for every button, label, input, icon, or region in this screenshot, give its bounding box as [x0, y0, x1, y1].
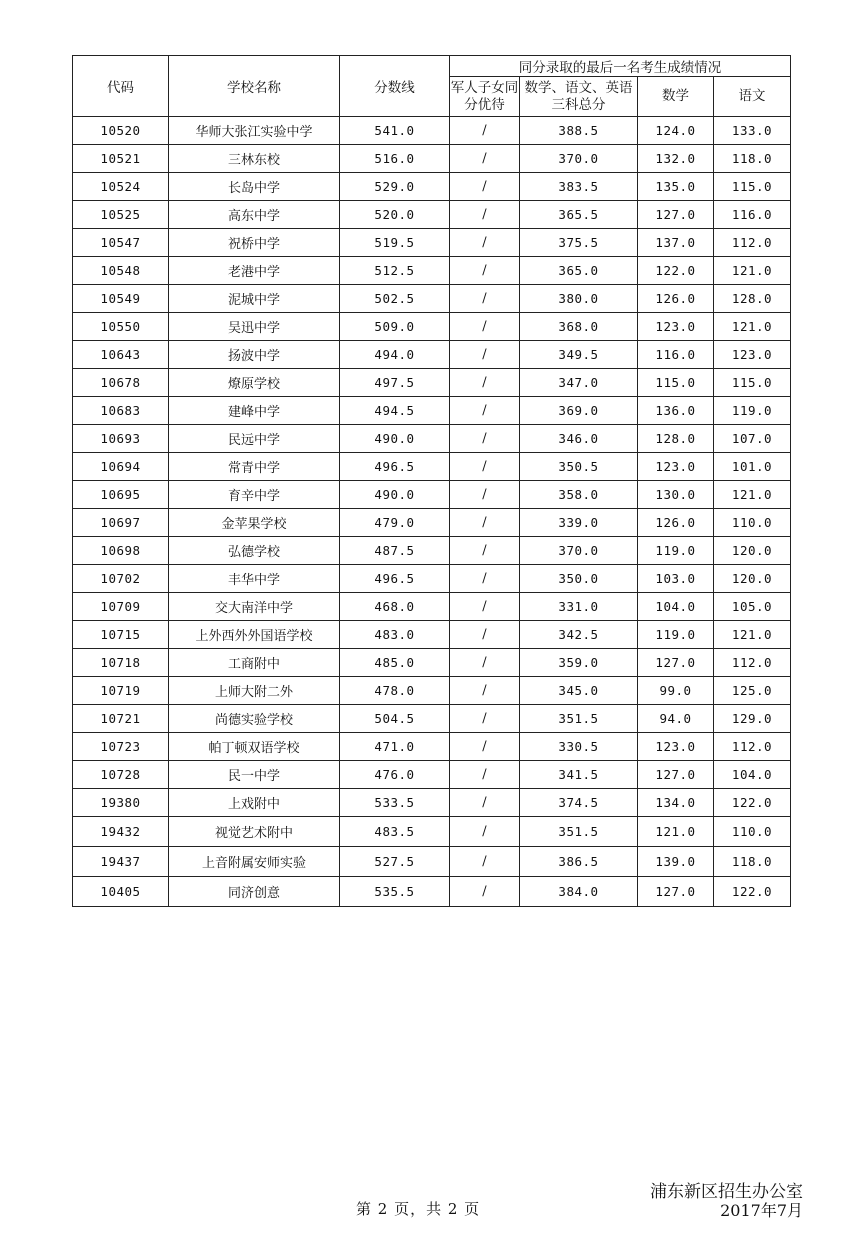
table-row	[73, 341, 791, 369]
cell-score-line: 527.5	[340, 847, 450, 877]
cell-code: 10548	[73, 257, 169, 285]
cell-chinese: 110.0	[714, 509, 791, 537]
cell-school-name: 丰华中学	[169, 565, 340, 593]
cell-score-line: 483.5	[340, 817, 450, 847]
table-row	[73, 313, 791, 341]
cell-score-line: 529.0	[340, 173, 450, 201]
cell-military-priority: /	[450, 313, 520, 341]
cell-military-priority: /	[450, 397, 520, 425]
cell-chinese: 122.0	[714, 789, 791, 817]
cell-code: 10643	[73, 341, 169, 369]
cell-math: 124.0	[638, 117, 714, 145]
cell-code: 10721	[73, 705, 169, 733]
cell-score-line: 504.5	[340, 705, 450, 733]
cell-chinese: 119.0	[714, 397, 791, 425]
cell-chinese: 101.0	[714, 453, 791, 481]
cell-military-priority: /	[450, 733, 520, 761]
cell-score-line: 496.5	[340, 453, 450, 481]
cell-score-line: 516.0	[340, 145, 450, 173]
cell-code: 10718	[73, 649, 169, 677]
cell-math: 130.0	[638, 481, 714, 509]
table-row	[73, 677, 791, 705]
cell-math: 99.0	[638, 677, 714, 705]
table-body	[73, 117, 791, 907]
cell-military-priority: /	[450, 257, 520, 285]
cell-chinese: 116.0	[714, 201, 791, 229]
cell-code: 19432	[73, 817, 169, 847]
cell-three-subject-total: 384.0	[520, 877, 638, 907]
table-row	[73, 705, 791, 733]
cell-military-priority: /	[450, 201, 520, 229]
cell-chinese: 129.0	[714, 705, 791, 733]
admission-score-table	[72, 55, 791, 907]
cell-three-subject-total: 339.0	[520, 509, 638, 537]
cell-score-line: 471.0	[340, 733, 450, 761]
cell-military-priority: /	[450, 789, 520, 817]
cell-chinese: 118.0	[714, 847, 791, 877]
cell-military-priority: /	[450, 847, 520, 877]
table-row	[73, 257, 791, 285]
table-row	[73, 621, 791, 649]
table-row	[73, 847, 791, 877]
table-row	[73, 509, 791, 537]
table-row	[73, 453, 791, 481]
cell-math: 126.0	[638, 285, 714, 313]
cell-score-line: 509.0	[340, 313, 450, 341]
cell-math: 137.0	[638, 229, 714, 257]
cell-three-subject-total: 331.0	[520, 593, 638, 621]
cell-score-line: 479.0	[340, 509, 450, 537]
cell-three-subject-total: 358.0	[520, 481, 638, 509]
table-row	[73, 733, 791, 761]
cell-school-name: 金苹果学校	[169, 509, 340, 537]
cell-school-name: 帕丁顿双语学校	[169, 733, 340, 761]
cell-three-subject-total: 380.0	[520, 285, 638, 313]
cell-code: 10719	[73, 677, 169, 705]
cell-military-priority: /	[450, 593, 520, 621]
cell-military-priority: /	[450, 621, 520, 649]
cell-military-priority: /	[450, 453, 520, 481]
table-row	[73, 369, 791, 397]
cell-math: 104.0	[638, 593, 714, 621]
table-row	[73, 593, 791, 621]
table-row	[73, 285, 791, 313]
cell-code: 10683	[73, 397, 169, 425]
cell-score-line: 502.5	[340, 285, 450, 313]
cell-school-name: 常青中学	[169, 453, 340, 481]
cell-three-subject-total: 375.5	[520, 229, 638, 257]
cell-math: 121.0	[638, 817, 714, 847]
cell-code: 10728	[73, 761, 169, 789]
cell-math: 127.0	[638, 649, 714, 677]
cell-code: 10715	[73, 621, 169, 649]
cell-three-subject-total: 350.0	[520, 565, 638, 593]
cell-score-line: 485.0	[340, 649, 450, 677]
cell-math: 132.0	[638, 145, 714, 173]
cell-code: 10702	[73, 565, 169, 593]
cell-math: 135.0	[638, 173, 714, 201]
cell-score-line: 468.0	[340, 593, 450, 621]
cell-chinese: 112.0	[714, 733, 791, 761]
cell-score-line: 490.0	[340, 425, 450, 453]
table-row	[73, 789, 791, 817]
cell-score-line: 490.0	[340, 481, 450, 509]
cell-three-subject-total: 370.0	[520, 537, 638, 565]
cell-military-priority: /	[450, 117, 520, 145]
cell-school-name: 上音附属安师实验	[169, 847, 340, 877]
header-military-priority: 军人子女同分优待	[450, 77, 520, 117]
cell-school-name: 长岛中学	[169, 173, 340, 201]
cell-three-subject-total: 383.5	[520, 173, 638, 201]
cell-score-line: 483.0	[340, 621, 450, 649]
cell-math: 139.0	[638, 847, 714, 877]
cell-school-name: 上师大附二外	[169, 677, 340, 705]
cell-score-line: 478.0	[340, 677, 450, 705]
table-row	[73, 201, 791, 229]
cell-code: 19437	[73, 847, 169, 877]
cell-math: 127.0	[638, 877, 714, 907]
cell-math: 115.0	[638, 369, 714, 397]
cell-code: 10709	[73, 593, 169, 621]
cell-school-name: 扬波中学	[169, 341, 340, 369]
cell-score-line: 496.5	[340, 565, 450, 593]
cell-military-priority: /	[450, 705, 520, 733]
cell-score-line: 494.0	[340, 341, 450, 369]
cell-school-name: 祝桥中学	[169, 229, 340, 257]
cell-three-subject-total: 342.5	[520, 621, 638, 649]
cell-score-line: 497.5	[340, 369, 450, 397]
cell-math: 103.0	[638, 565, 714, 593]
cell-three-subject-total: 351.5	[520, 705, 638, 733]
cell-math: 134.0	[638, 789, 714, 817]
cell-military-priority: /	[450, 341, 520, 369]
cell-math: 123.0	[638, 733, 714, 761]
cell-chinese: 121.0	[714, 621, 791, 649]
cell-chinese: 125.0	[714, 677, 791, 705]
cell-school-name: 吴迅中学	[169, 313, 340, 341]
cell-chinese: 115.0	[714, 369, 791, 397]
cell-school-name: 视觉艺术附中	[169, 817, 340, 847]
cell-score-line: 476.0	[340, 761, 450, 789]
table-row	[73, 565, 791, 593]
issuing-office: 浦东新区招生办公室	[650, 1182, 803, 1202]
issue-date: 2017年7月	[720, 1201, 803, 1220]
cell-code: 10547	[73, 229, 169, 257]
header-last-admitted-group: 同分录取的最后一名考生成绩情况	[450, 56, 791, 77]
cell-school-name: 交大南洋中学	[169, 593, 340, 621]
cell-school-name: 建峰中学	[169, 397, 340, 425]
cell-code: 19380	[73, 789, 169, 817]
cell-chinese: 105.0	[714, 593, 791, 621]
cell-code: 10524	[73, 173, 169, 201]
table-row	[73, 397, 791, 425]
table-row	[73, 117, 791, 145]
cell-military-priority: /	[450, 481, 520, 509]
cell-school-name: 上戏附中	[169, 789, 340, 817]
cell-chinese: 112.0	[714, 649, 791, 677]
cell-chinese: 120.0	[714, 537, 791, 565]
cell-code: 10694	[73, 453, 169, 481]
cell-math: 119.0	[638, 537, 714, 565]
header-school-name: 学校名称	[169, 56, 340, 117]
cell-military-priority: /	[450, 229, 520, 257]
cell-code: 10697	[73, 509, 169, 537]
cell-chinese: 112.0	[714, 229, 791, 257]
table-row	[73, 145, 791, 173]
cell-chinese: 107.0	[714, 425, 791, 453]
cell-chinese: 118.0	[714, 145, 791, 173]
cell-code: 10520	[73, 117, 169, 145]
table-row	[73, 537, 791, 565]
cell-math: 127.0	[638, 761, 714, 789]
cell-military-priority: /	[450, 761, 520, 789]
cell-chinese: 123.0	[714, 341, 791, 369]
cell-three-subject-total: 351.5	[520, 817, 638, 847]
cell-military-priority: /	[450, 537, 520, 565]
table-row	[73, 649, 791, 677]
cell-military-priority: /	[450, 565, 520, 593]
cell-school-name: 高东中学	[169, 201, 340, 229]
cell-chinese: 110.0	[714, 817, 791, 847]
cell-chinese: 121.0	[714, 257, 791, 285]
cell-chinese: 104.0	[714, 761, 791, 789]
cell-math: 127.0	[638, 201, 714, 229]
cell-military-priority: /	[450, 677, 520, 705]
cell-military-priority: /	[450, 369, 520, 397]
cell-three-subject-total: 346.0	[520, 425, 638, 453]
cell-military-priority: /	[450, 817, 520, 847]
cell-math: 136.0	[638, 397, 714, 425]
cell-school-name: 民远中学	[169, 425, 340, 453]
cell-chinese: 121.0	[714, 481, 791, 509]
table-row	[73, 173, 791, 201]
table-row	[73, 425, 791, 453]
cell-three-subject-total: 369.0	[520, 397, 638, 425]
cell-code: 10698	[73, 537, 169, 565]
table-row	[73, 761, 791, 789]
cell-school-name: 三林东校	[169, 145, 340, 173]
cell-score-line: 494.5	[340, 397, 450, 425]
cell-school-name: 弘德学校	[169, 537, 340, 565]
cell-three-subject-total: 349.5	[520, 341, 638, 369]
table-row	[73, 229, 791, 257]
header-chinese: 语文	[714, 77, 791, 117]
cell-code: 10521	[73, 145, 169, 173]
cell-school-name: 泥城中学	[169, 285, 340, 313]
cell-school-name: 燎原学校	[169, 369, 340, 397]
cell-math: 126.0	[638, 509, 714, 537]
cell-three-subject-total: 388.5	[520, 117, 638, 145]
cell-code: 10550	[73, 313, 169, 341]
cell-three-subject-total: 330.5	[520, 733, 638, 761]
cell-code: 10723	[73, 733, 169, 761]
cell-score-line: 533.5	[340, 789, 450, 817]
header-three-subject-total: 数学、语文、英语三科总分	[520, 77, 638, 117]
cell-three-subject-total: 359.0	[520, 649, 638, 677]
cell-chinese: 115.0	[714, 173, 791, 201]
cell-military-priority: /	[450, 173, 520, 201]
cell-school-name: 老港中学	[169, 257, 340, 285]
header-score-line: 分数线	[340, 56, 450, 117]
cell-chinese: 121.0	[714, 313, 791, 341]
cell-military-priority: /	[450, 145, 520, 173]
cell-military-priority: /	[450, 425, 520, 453]
cell-school-name: 尚德实验学校	[169, 705, 340, 733]
cell-math: 128.0	[638, 425, 714, 453]
cell-school-name: 上外西外外国语学校	[169, 621, 340, 649]
cell-three-subject-total: 345.0	[520, 677, 638, 705]
cell-three-subject-total: 341.5	[520, 761, 638, 789]
cell-three-subject-total: 365.0	[520, 257, 638, 285]
cell-chinese: 133.0	[714, 117, 791, 145]
cell-math: 123.0	[638, 453, 714, 481]
cell-military-priority: /	[450, 509, 520, 537]
table-row	[73, 877, 791, 907]
cell-code: 10549	[73, 285, 169, 313]
cell-three-subject-total: 386.5	[520, 847, 638, 877]
cell-three-subject-total: 374.5	[520, 789, 638, 817]
cell-score-line: 520.0	[340, 201, 450, 229]
table-row	[73, 481, 791, 509]
cell-school-name: 同济创意	[169, 877, 340, 907]
cell-three-subject-total: 347.0	[520, 369, 638, 397]
cell-math: 119.0	[638, 621, 714, 649]
cell-school-name: 工商附中	[169, 649, 340, 677]
header-code: 代码	[73, 56, 169, 117]
cell-three-subject-total: 370.0	[520, 145, 638, 173]
cell-score-line: 541.0	[340, 117, 450, 145]
cell-math: 94.0	[638, 705, 714, 733]
cell-score-line: 512.5	[340, 257, 450, 285]
cell-chinese: 120.0	[714, 565, 791, 593]
cell-score-line: 535.5	[340, 877, 450, 907]
cell-three-subject-total: 365.5	[520, 201, 638, 229]
cell-code: 10405	[73, 877, 169, 907]
cell-math: 122.0	[638, 257, 714, 285]
cell-chinese: 122.0	[714, 877, 791, 907]
cell-math: 116.0	[638, 341, 714, 369]
cell-military-priority: /	[450, 877, 520, 907]
cell-score-line: 487.5	[340, 537, 450, 565]
cell-school-name: 华师大张江实验中学	[169, 117, 340, 145]
cell-code: 10525	[73, 201, 169, 229]
cell-code: 10695	[73, 481, 169, 509]
header-math: 数学	[638, 77, 714, 117]
cell-score-line: 519.5	[340, 229, 450, 257]
cell-school-name: 民一中学	[169, 761, 340, 789]
cell-code: 10693	[73, 425, 169, 453]
cell-school-name: 育辛中学	[169, 481, 340, 509]
cell-three-subject-total: 350.5	[520, 453, 638, 481]
cell-military-priority: /	[450, 285, 520, 313]
cell-military-priority: /	[450, 649, 520, 677]
table-row	[73, 817, 791, 847]
page-number: 第 2 页，共 2 页	[356, 1200, 481, 1218]
cell-three-subject-total: 368.0	[520, 313, 638, 341]
cell-math: 123.0	[638, 313, 714, 341]
cell-chinese: 128.0	[714, 285, 791, 313]
cell-code: 10678	[73, 369, 169, 397]
